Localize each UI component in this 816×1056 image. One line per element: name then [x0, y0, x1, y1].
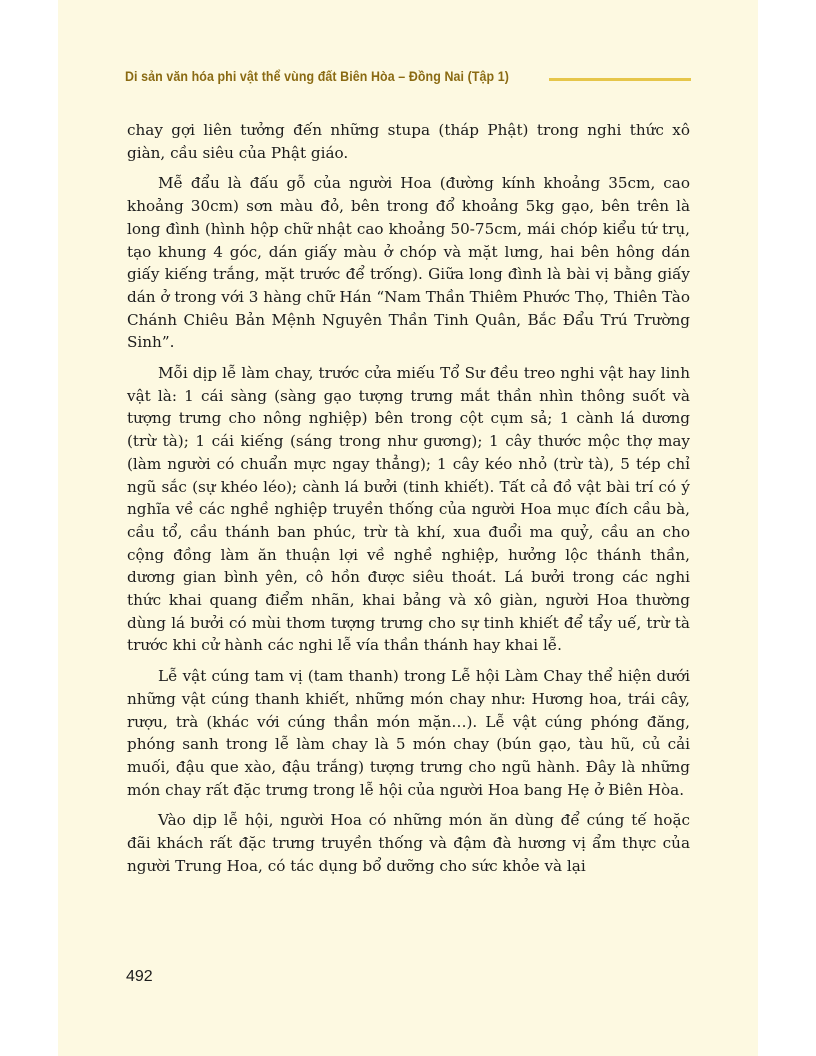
- paragraph-le-vat: Lễ vật cúng tam vị (tam thanh) trong Lễ hội Làm Chay thể hiện dưới những vật cúng thanh khiết, những món chay như: Hương hoa, trái cây, rượu, trà (khác với cúng thần món mặn…). Lễ vật cúng phóng đăng, phóng sanh trong lễ làm chay là 5 món chay (bún gạo, tàu hũ, củ cải muối, đậu que xào, đậu trắng) tượng trưng cho ngũ hành. Đây là những món chay rất đặc trưng trong lễ hội của người Hoa bang Hẹ ở Biên Hòa.: [127, 667, 690, 799]
- paragraph-mon-an: Vào dịp lễ hội, người Hoa có những món ăn dùng để cúng tế hoặc đãi khách rất đặc trưng truyền thống và đậm đà hương vị ẩm thực của người Trung Hoa, có tác dụng bổ dưỡng cho sức khỏe và lại: [127, 811, 690, 875]
- header-rule-line: [549, 78, 691, 81]
- running-header: [125, 69, 691, 93]
- running-header-title: Di sản văn hóa phi vật thể vùng đất Biên Hòa – Đồng Nai (Tập 1): [125, 69, 509, 84]
- paragraph-nghi-vat: Mỗi dịp lễ làm chay, trước cửa miếu Tổ Sư đều treo nghi vật hay linh vật là: 1 cái sàng (sàng gạo tượng trưng mắt thần nhìn thông suốt và tượng trưng cho nông nghiệp) bên trong cột cụm sả; 1 cành lá dương (trừ tà); 1 cái kiếng (sáng trong như gương); 1 cây thước mộc thợ may (làm người có chuẩn mực ngay thẳng); 1 cây kéo nhỏ (trừ tà), 5 tép chỉ ngũ sắc (sự khéo léo); cành lá bưởi (tinh khiết). Tất cả đồ vật bài trí có ý nghĩa về các nghề nghiệp truyền thống của người Hoa mục đích cầu bà, cầu tổ, cầu thánh ban phúc, trừ tà khí, xua đuổi ma quỷ, cầu an cho cộng đồng làm ăn thuận lợi về nghề nghiệp, hưởng lộc thánh thần, dương gian bình yên, cô hồn được siêu thoát. Lá bưởi trong các nghi thức khai quang điểm nhãn, khai bảng và xô giàn, người Hoa thường dùng lá bưởi có mùi thơm tượng trưng cho sự tinh khiết để tẩy uế, trừ tà trước khi cử hành các nghi lễ vía thần thánh hay khai lễ.: [127, 364, 690, 655]
- paragraph-continuation: chay gợi liên tưởng đến những stupa (tháp Phật) trong nghi thức xô giàn, cầu siêu của Phật giáo.: [127, 121, 690, 162]
- page-number: 492: [126, 968, 153, 985]
- paragraph-me-dau: Mễ đẩu là đấu gỗ của người Hoa (đường kính khoảng 35cm, cao khoảng 30cm) sơn màu đỏ, bên trong đổ khoảng 5kg gạo, bên trên là long đình (hình hộp chữ nhật cao khoảng 50-75cm, mái chóp kiểu tứ trụ, tạo khung 4 góc, dán giấy màu ở chóp và mặt lưng, hai bên hông dán giấy kiếng trắng, mặt trước để trống). Giữa long đình là bài vị bằng giấy dán ở trong với 3 hàng chữ Hán “Nam Thần Thiêm Phước Thọ, Thiên Tào Chánh Chiêu Bản Mệnh Nguyên Thần Tinh Quân, Bắc Đẩu Trú Trường Sinh”.: [127, 174, 690, 352]
- body-text: [127, 119, 690, 886]
